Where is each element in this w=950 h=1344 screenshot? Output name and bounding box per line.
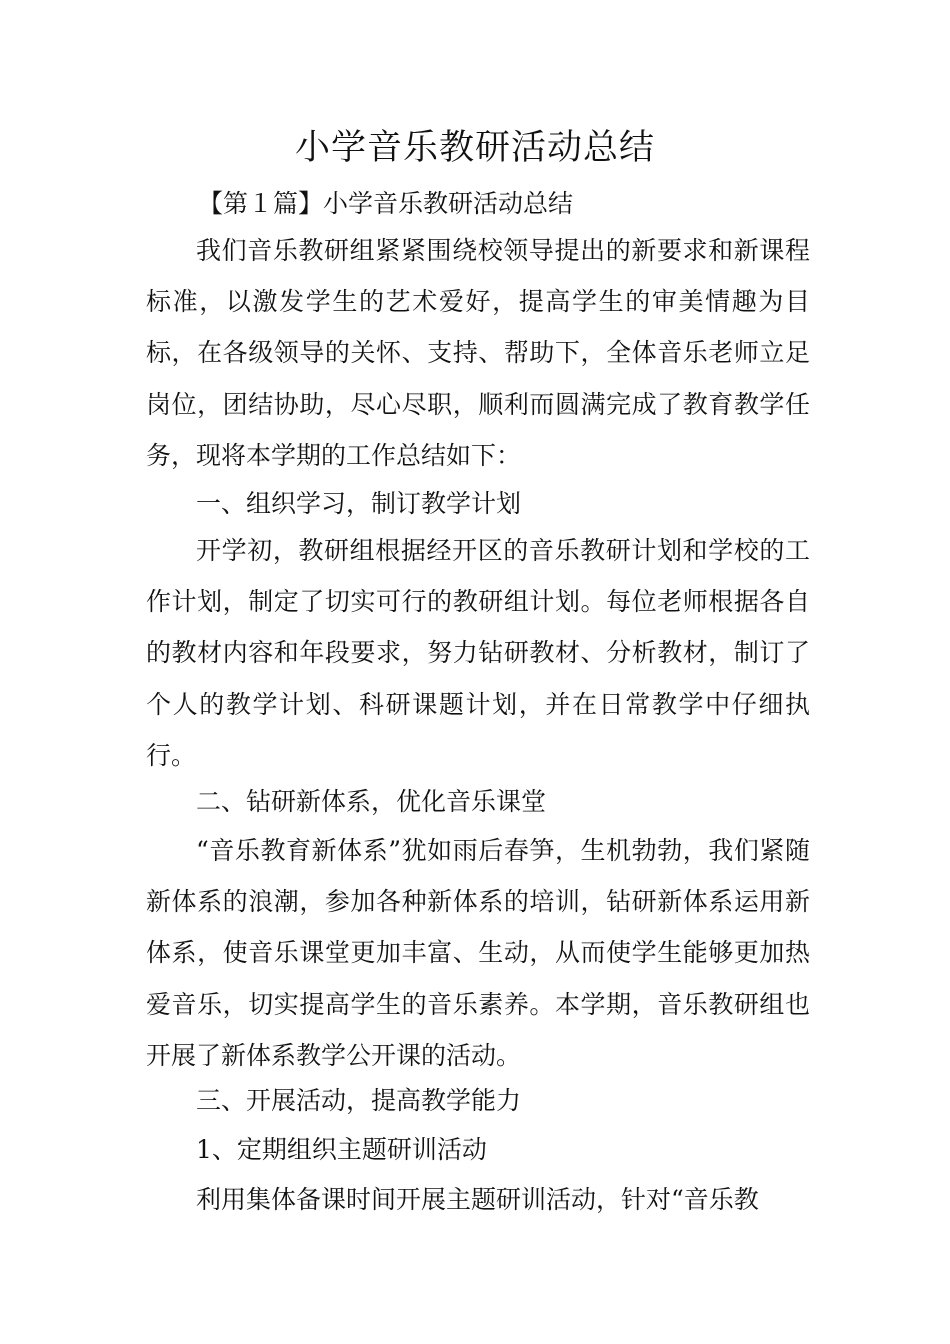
section2-paragraph: “音乐教育新体系”犹如雨后春笋，生机勃勃，我们紧随新体系的浪潮，参加各种新体系的培训，钻研新体系运用新体系，使音乐课堂更加丰富、生动，从而使学生能够更加热爱音乐，切实提高学生的音乐素养。本学期，音乐教研组也开展了新体系教学公开课的活动。 [146, 836, 810, 1070]
section3-heading: 三、开展活动，提高教学能力 [196, 1086, 522, 1115]
document-title: 小学音乐教研活动总结 [294, 128, 655, 168]
section1-heading: 一、组织学习，制订教学计划 [196, 489, 522, 518]
section2-heading: 二、钻研新体系，优化音乐课堂 [196, 787, 547, 816]
section3-subheading: 1、定期组织主题研训活动 [196, 1135, 487, 1164]
section1-paragraph: 开学初，教研组根据经开区的音乐教研计划和学校的工作计划，制定了切实可行的教研组计划。每位老师根据各自的教材内容和年段要求，努力钻研教材、分析教材，制订了个人的教学计划、科研课题计划，并在日常教学中仔细执行。 [146, 536, 810, 770]
article-subtitle: 【第１篇】小学音乐教研活动总结 [198, 189, 574, 218]
intro-paragraph: 我们音乐教研组紧紧围绕校领导提出的新要求和新课程标准，以激发学生的艺术爱好，提高学生的审美情趣为目标，在各级领导的关怀、支持、帮助下，全体音乐老师立足岗位，团结协助，尽心尽职，顺利而圆满完成了教育教学任务，现将本学期的工作总结如下： [146, 236, 810, 470]
section3-paragraph: 利用集体备课时间开展主题研训活动，针对“音乐教 [196, 1185, 759, 1214]
